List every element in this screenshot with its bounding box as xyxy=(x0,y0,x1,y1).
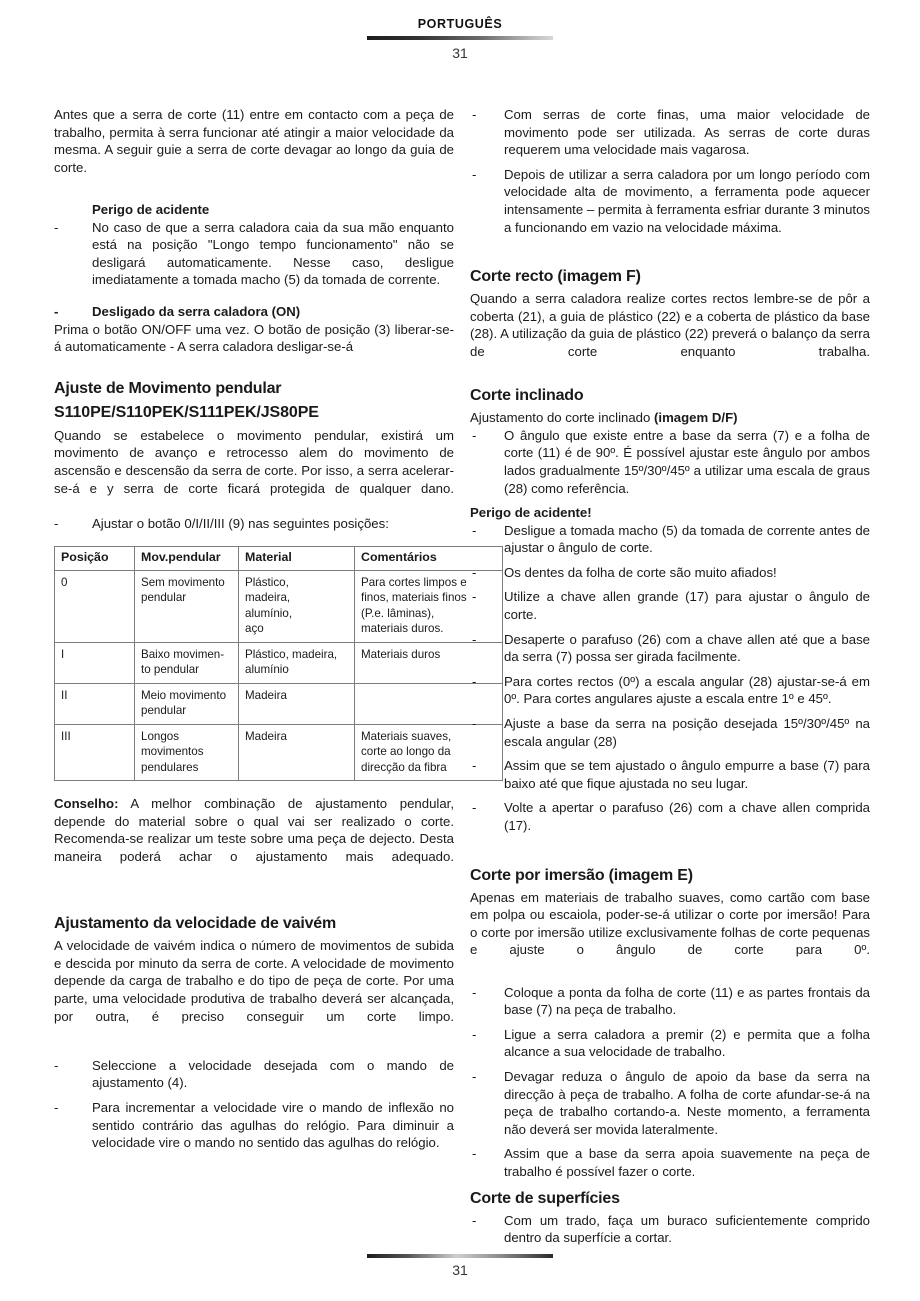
list-item xyxy=(470,588,870,623)
cell-line: alumínio xyxy=(245,663,289,677)
dash-icon: - xyxy=(472,427,477,443)
dash-icon: - xyxy=(472,1026,477,1042)
table-col-header-comentarios: Comentários xyxy=(355,547,503,571)
table-col-header-material: Material xyxy=(239,547,355,571)
spacer xyxy=(54,194,454,201)
spacer xyxy=(54,883,454,913)
cell-posicao: 0 xyxy=(55,570,135,642)
plunge-bullet-list xyxy=(470,984,870,1181)
list-item xyxy=(470,106,870,159)
cell-posicao: II xyxy=(55,683,135,724)
right-column xyxy=(470,106,870,1247)
plunge-cut-heading: Corte por imersão (imagem E) xyxy=(470,866,693,884)
cell-line: pendular xyxy=(141,704,187,718)
dash-icon: - xyxy=(54,515,59,531)
list-item-text: Para incrementar a velocidade vire o mando de inflexão no sentido contrário das agulhas do relógio. Para diminuir a velocidade vire o mando no sentido das agulhas do relógio. xyxy=(92,1100,454,1151)
dash-icon: - xyxy=(472,522,477,538)
list-item-text: Coloque a ponta da folha de corte (11) e as partes frontais da base (7) na peça de trabalho. xyxy=(504,984,870,1018)
intro-paragraph: Antes que a serra de corte (11) entre em contacto com a peça de trabalho, permita à serra funcionar até atingir a maior velocidade da mesma. A seguir guie a serra de corte devagar ao longo da guia de corte. xyxy=(54,107,454,175)
table-row xyxy=(55,724,503,781)
list-item xyxy=(54,1057,454,1092)
list-item xyxy=(470,715,870,750)
cell-material xyxy=(239,570,355,642)
cell-material xyxy=(239,683,355,724)
cell-line: Meio movimento xyxy=(141,688,227,702)
header-divider-rule xyxy=(367,36,553,40)
spacer xyxy=(54,1043,454,1057)
list-item xyxy=(470,1068,870,1138)
spacer xyxy=(54,356,454,378)
cell-material xyxy=(239,642,355,683)
list-item xyxy=(470,1026,870,1061)
list-item xyxy=(470,522,870,557)
list-item-text: Com serras de corte finas, uma maior velocidade de movimento pode ser utilizada. As serras de corte duras requerem uma velocidade mais vagarosa. xyxy=(504,107,870,158)
list-item-text: Ajustar o botão 0/I/II/III (9) nas seguintes posições: xyxy=(92,515,389,531)
spacer xyxy=(54,289,454,303)
list-item-text: Desligado da serra caladora (ON) xyxy=(92,303,301,319)
table-row xyxy=(55,570,503,642)
dash-icon: - xyxy=(472,589,477,605)
cell-line: Madeira xyxy=(245,729,287,743)
spacer xyxy=(470,835,870,865)
straight-cut-heading: Corte recto (imagem F) xyxy=(470,268,641,286)
dash-icon: - xyxy=(54,219,59,235)
dash-icon: - xyxy=(472,564,477,580)
dash-icon: - xyxy=(472,1212,477,1228)
footer-page-number: 31 xyxy=(452,1262,468,1278)
footer-divider-rule xyxy=(367,1254,553,1258)
bevel-intro-plain: Ajustamento do corte inclinado xyxy=(470,410,655,426)
dash-icon: - xyxy=(472,984,477,1000)
cell-line: madeira, xyxy=(245,591,291,605)
pendulum-heading-line2: S110PE/S110PEK/S111PEK/JS80PE xyxy=(54,403,319,421)
cell-line: Baixo movimen- xyxy=(141,647,225,661)
left-column xyxy=(54,106,467,1247)
list-item xyxy=(470,757,870,792)
dash-icon: - xyxy=(472,716,477,732)
cell-line: Madeira xyxy=(245,688,287,702)
danger-heading-right: Perigo de acidente! xyxy=(470,505,592,521)
list-item-text: Ajuste a base da serra na posição desejada 15º/30º/45º na escala angular (28) xyxy=(504,716,870,749)
table-col-header-mov-pendular: Mov.pendular xyxy=(135,547,239,571)
pendulum-bullet-list xyxy=(54,515,454,533)
pendulum-settings-table xyxy=(54,546,503,781)
advice-paragraph xyxy=(54,795,454,883)
dash-icon: - xyxy=(472,673,477,689)
cell-line: Longos xyxy=(141,729,180,743)
plunge-cut-paragraph: Apenas em materiais de trabalho suaves, como cartão com base em polpa ou escaiola, poder-se-á utilizar o corte por imersão! Para o corte por imersão utilize exclusivamente folhas de corte pequenas e ajuste o ângulo de corte para 0º. xyxy=(470,889,870,958)
dash-icon: - xyxy=(54,1057,59,1073)
dash-icon: - xyxy=(54,1100,59,1115)
bevel-intro-bold: (imagem D/F) xyxy=(654,410,738,426)
danger-heading-left: Perigo de acidente xyxy=(92,201,210,217)
cell-posicao: I xyxy=(55,642,135,683)
bevel-cut-heading: Corte inclinado xyxy=(470,387,584,405)
table-header-row xyxy=(55,547,503,571)
cell-mov-pendular xyxy=(135,570,239,642)
page-footer xyxy=(0,1254,920,1277)
straight-cut-paragraph: Quando a serra caladora realize cortes rectos lembre-se de pôr a coberta (21), a guia de plástico (22) e a coberta de plástico da base (28). A utilização da guia de plástico (22) preverá o balanço da serra de corte enquanto trabalha. xyxy=(470,291,870,359)
list-item-text: No caso de que a serra caladora caia da sua mão enquanto está na posição "Longo tempo funcionamento" não se desligará automaticamente. Nesse caso, desligue imediatamente a tomada macho (5) da tomada de corrente. xyxy=(92,219,454,288)
table-body xyxy=(55,570,503,781)
list-item-text: Desaperte o parafuso (26) com a chave allen até que a base da serra (7) possa ser girada facilmente. xyxy=(504,631,870,665)
spacer xyxy=(470,1181,870,1188)
spacer xyxy=(54,532,454,546)
header-language-title: PORTUGUÊS xyxy=(417,17,503,31)
list-item xyxy=(470,1145,870,1180)
cell-line: Para cortes limpos e xyxy=(361,575,467,589)
surface-bullet-list xyxy=(470,1212,870,1247)
spacer xyxy=(470,977,870,984)
dash-icon: - xyxy=(472,758,477,774)
speed-notes-bullet-list xyxy=(470,106,870,236)
list-item xyxy=(54,515,454,533)
list-item xyxy=(54,219,454,289)
surface-cut-heading: Corte de superfícies xyxy=(470,1189,620,1207)
danger-bullet-list xyxy=(54,219,454,289)
table-col-header-posicao: Posição xyxy=(55,547,135,571)
list-item xyxy=(470,166,870,236)
list-item-text: Para cortes rectos (0º) a escala angular (28) ajustar-se-á em 0º. Para cortes angulares ajuste a escala entre 1º e 45º. xyxy=(504,673,870,707)
advice-label: Conselho: xyxy=(54,796,119,812)
off-bullet-list xyxy=(54,303,454,321)
two-column-body xyxy=(0,106,920,1247)
cell-mov-pendular xyxy=(135,724,239,781)
cell-line: alumínio, xyxy=(245,606,293,620)
cell-line: Sem movimento xyxy=(141,575,225,589)
cell-line: direcção da fibra xyxy=(361,760,447,774)
cell-mov-pendular xyxy=(135,683,239,724)
list-item xyxy=(470,427,870,497)
list-item-text: Com um trado, faça um buraco suficientemente comprido dentro da superfície a cortar. xyxy=(504,1212,870,1246)
spacer xyxy=(54,781,454,795)
cell-line: to pendular xyxy=(141,663,200,677)
cell-line: Plástico, madeira, xyxy=(245,647,338,661)
list-item-text: Volte a apertar o parafuso (26) com a chave allen comprida (17). xyxy=(504,800,870,833)
list-item-text: Devagar reduza o ângulo de apoio da base da serra na direcção à peça de trabalho. A folha de corte afundar-se-á na peça de trabalho cortando-a. Neste momento, a ferramenta não deverá ser movida lateralmente. xyxy=(504,1068,870,1137)
list-item-text: Os dentes da folha de corte são muito afiados! xyxy=(504,564,777,580)
cell-line: finos, materiais finos xyxy=(361,591,467,605)
cell-line: pendular xyxy=(141,591,187,605)
bevel-intro-paragraph xyxy=(470,409,870,427)
dash-icon: - xyxy=(54,303,59,319)
spacer xyxy=(470,236,870,266)
dash-icon: - xyxy=(472,166,477,182)
cell-line: pendulares xyxy=(141,760,199,774)
list-item-text: Utilize a chave allen grande (17) para ajustar o ângulo de corte. xyxy=(504,589,870,623)
list-item xyxy=(470,799,870,834)
cell-line: (P.e. lâminas), xyxy=(361,606,435,620)
cell-line: materiais duros. xyxy=(361,622,444,636)
list-item-text: O ângulo que existe entre a base da serra (7) e a folha de corte (11) é de 90º. É possível ajustar este ângulo por ambos lados gradualmente 15º/30º/45º a utilizar uma escala de graus (28) como referência. xyxy=(504,427,870,496)
cell-line: aço xyxy=(245,622,264,636)
cell-mov-pendular xyxy=(135,642,239,683)
pendulum-paragraph: Quando se estabelece o movimento pendular, existirá um movimento de avanço e retrocesso alem do movimento de ascensão e descensão da serra de corte. Por isso, a serra acelerar-se-á e y serra de corte ficará protegida de qualquer dano. xyxy=(54,427,454,496)
cell-line: Materiais suaves, xyxy=(361,729,452,743)
spacer xyxy=(470,497,870,504)
list-item-text: Ligue a serra caladora a premir (2) e permita que a folha alcance a sua velocidade de trabalho. xyxy=(504,1026,870,1060)
table-row xyxy=(55,642,503,683)
speed-bullet-list xyxy=(54,1057,454,1152)
pendulum-heading-line1: Ajuste de Movimento pendular xyxy=(54,379,282,397)
dash-icon: - xyxy=(472,800,477,816)
page-header xyxy=(0,18,920,60)
dash-icon: - xyxy=(472,631,477,647)
dash-icon: - xyxy=(472,107,477,122)
bevel-first-bullet-list xyxy=(470,427,870,497)
list-item-text: Seleccione a velocidade desejada com o mando de ajustamento (4). xyxy=(92,1057,454,1091)
list-item xyxy=(470,564,870,582)
table-head xyxy=(55,547,503,571)
speed-paragraph: A velocidade de vaivém indica o número de movimentos de subida e descida por minuto da serra de corte. A velocidade de movimento depende da carga de trabalho e do tipo de peça de corte. Por uma parte, uma velocidade produtiva de trabalho deverá ser alcançada, por outra, é preciso conseguir um corte limpo. xyxy=(54,938,454,1024)
bevel-danger-bullet-list xyxy=(470,522,870,835)
list-item-text: Assim que se tem ajustado o ângulo empurre a base (7) para baixo até que fique ajustada no seu lugar. xyxy=(504,758,870,791)
cell-material xyxy=(239,724,355,781)
list-item xyxy=(470,673,870,708)
list-item xyxy=(470,1212,870,1247)
dash-icon: - xyxy=(472,1146,477,1162)
list-item-text: Desligue a tomada macho (5) da tomada de corrente antes de ajustar o ângulo de corte. xyxy=(504,522,870,556)
list-item xyxy=(470,631,870,666)
list-item xyxy=(470,984,870,1019)
speed-heading: Ajustamento da velocidade de vaivém xyxy=(54,915,336,933)
off-paragraph: Prima o botão ON/OFF uma vez. O botão de posição (3) liberar-se-á automaticamente - A serra caladora desligar-se-á xyxy=(54,321,454,355)
list-item-text: Assim que a base da serra apoia suavemente na peça de trabalho é possível fazer o corte. xyxy=(504,1146,870,1179)
list-item-text: Depois de utilizar a serra caladora por um longo período com velocidade alta de movimento, a ferramenta pode aquecer intensamente – permita à ferramenta esfriar durante 3 minutos a funcionando em vazio na velocidade máxima. xyxy=(504,166,870,235)
cell-line: Plástico, xyxy=(245,575,289,589)
cell-line: movimentos xyxy=(141,745,204,759)
list-item xyxy=(54,303,454,321)
advice-text: A melhor combinação de ajustamento pendular, depende do material sobre o qual vai ser realizado o corte. Recomenda-se realizar um teste sobre uma peça de dejecto. Desta maneira poderá achar o ajustamento mais adequado. xyxy=(54,796,454,865)
dash-icon: - xyxy=(472,1068,477,1084)
spacer xyxy=(470,378,870,385)
table-row xyxy=(55,683,503,724)
header-page-number: 31 xyxy=(452,44,468,61)
cell-line: corte ao longo da xyxy=(361,745,451,759)
cell-posicao: III xyxy=(55,724,135,781)
cell-line: Materiais duros xyxy=(361,647,441,661)
list-item xyxy=(54,1099,454,1152)
